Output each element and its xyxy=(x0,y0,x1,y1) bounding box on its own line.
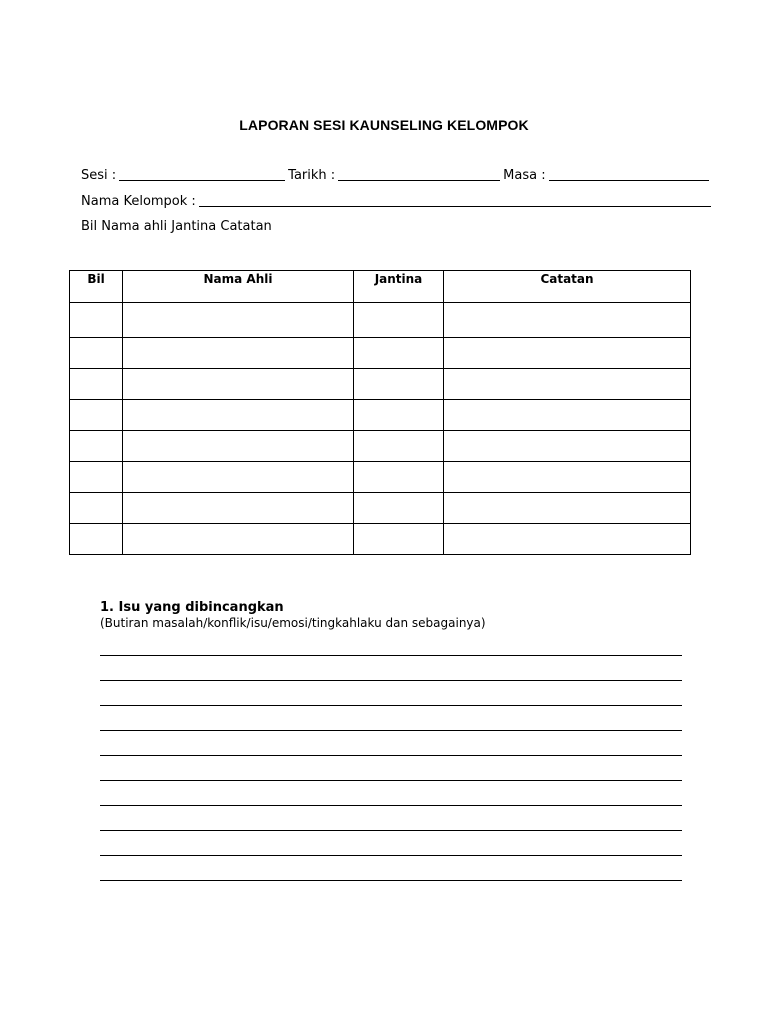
cell-nama-ahli[interactable] xyxy=(123,338,354,369)
masa-label: Masa : xyxy=(503,168,546,183)
cell-nama-ahli[interactable] xyxy=(123,524,354,555)
cell-nama-ahli[interactable] xyxy=(123,303,354,338)
table-row xyxy=(70,338,691,369)
writing-line[interactable] xyxy=(100,706,682,731)
cell-bil[interactable] xyxy=(70,524,123,555)
masa-field[interactable] xyxy=(549,167,709,181)
cell-nama-ahli[interactable] xyxy=(123,400,354,431)
cell-jantina[interactable] xyxy=(354,369,444,400)
writing-line[interactable] xyxy=(100,756,682,781)
cell-bil[interactable] xyxy=(70,338,123,369)
tarikh-label: Tarikh : xyxy=(288,168,336,183)
nama-kelompok-label: Nama Kelompok : xyxy=(81,194,196,209)
writing-line[interactable] xyxy=(100,731,682,756)
tarikh-field[interactable] xyxy=(338,167,500,181)
cell-catatan[interactable] xyxy=(444,524,691,555)
cell-nama-ahli[interactable] xyxy=(123,493,354,524)
cell-catatan[interactable] xyxy=(444,338,691,369)
cell-jantina[interactable] xyxy=(354,462,444,493)
writing-line[interactable] xyxy=(100,806,682,831)
sesi-label: Sesi : xyxy=(81,168,117,183)
cell-jantina[interactable] xyxy=(354,493,444,524)
writing-line[interactable] xyxy=(100,856,682,881)
header-nama-ahli: Nama Ahli xyxy=(123,271,354,303)
document-title: LAPORAN SESI KAUNSELING KELOMPOK xyxy=(239,117,529,133)
intro-line: Bil Nama ahli Jantina Catatan xyxy=(81,219,272,234)
cell-catatan[interactable] xyxy=(444,462,691,493)
header-catatan: Catatan xyxy=(444,271,691,303)
cell-jantina[interactable] xyxy=(354,303,444,338)
table-row xyxy=(70,400,691,431)
writing-line[interactable] xyxy=(100,831,682,856)
section-1 xyxy=(100,599,486,631)
cell-catatan[interactable] xyxy=(444,493,691,524)
cell-catatan[interactable] xyxy=(444,369,691,400)
section-1-subheading: (Butiran masalah/konflik/isu/emosi/tingkahlaku dan sebagainya) xyxy=(100,616,486,630)
cell-bil[interactable] xyxy=(70,431,123,462)
cell-jantina[interactable] xyxy=(354,400,444,431)
section-1-writing-area[interactable] xyxy=(100,655,682,881)
cell-nama-ahli[interactable] xyxy=(123,369,354,400)
group-name-row xyxy=(81,193,714,209)
table-row xyxy=(70,431,691,462)
cell-catatan[interactable] xyxy=(444,400,691,431)
cell-bil[interactable] xyxy=(70,493,123,524)
cell-catatan[interactable] xyxy=(444,303,691,338)
cell-catatan[interactable] xyxy=(444,431,691,462)
cell-bil[interactable] xyxy=(70,400,123,431)
header-jantina: Jantina xyxy=(354,271,444,303)
cell-bil[interactable] xyxy=(70,303,123,338)
cell-bil[interactable] xyxy=(70,462,123,493)
table-row xyxy=(70,369,691,400)
session-info-row xyxy=(81,167,712,183)
cell-nama-ahli[interactable] xyxy=(123,462,354,493)
table-row xyxy=(70,303,691,338)
cell-nama-ahli[interactable] xyxy=(123,431,354,462)
table-row xyxy=(70,493,691,524)
writing-line[interactable] xyxy=(100,681,682,706)
cell-jantina[interactable] xyxy=(354,338,444,369)
nama-kelompok-field[interactable] xyxy=(199,193,711,207)
table-header-row xyxy=(70,271,691,303)
table-row xyxy=(70,524,691,555)
sesi-field[interactable] xyxy=(119,167,285,181)
section-1-heading: 1. Isu yang dibincangkan xyxy=(100,600,284,615)
members-table xyxy=(69,270,691,555)
cell-bil[interactable] xyxy=(70,369,123,400)
cell-jantina[interactable] xyxy=(354,524,444,555)
header-bil: Bil xyxy=(70,271,123,303)
writing-line[interactable] xyxy=(100,656,682,681)
writing-line[interactable] xyxy=(100,781,682,806)
table-row xyxy=(70,462,691,493)
cell-jantina[interactable] xyxy=(354,431,444,462)
